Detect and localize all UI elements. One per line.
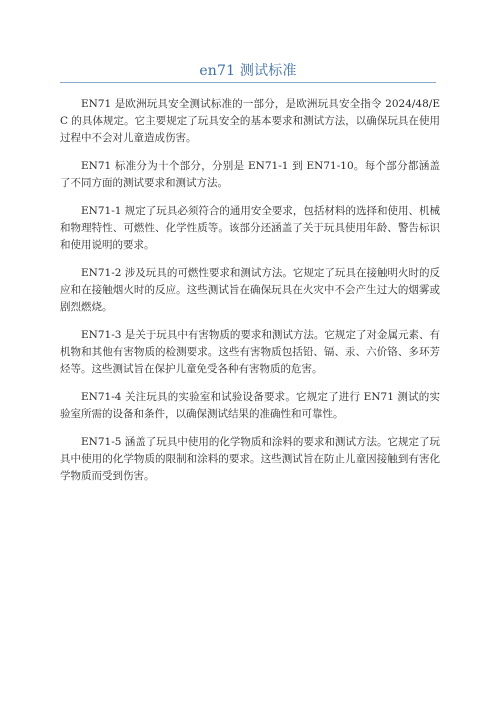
paragraph-intro: EN71 是欧洲玩具安全测试标准的一部分，是欧洲玩具安全指令 2024/48/EC 的具体规定。它主要规定了玩具安全的基本要求和测试方法，以确保玩具在使用过程中不会对儿童造成伤害。 [60, 98, 440, 144]
document-title: en71 测试标准 [199, 63, 297, 79]
paragraph-en71-4: EN71-4 关注玩具的实验室和试验设备要求。它规定了进行 EN71 测试的实验室所需的设备和条件，以确保测试结果的准确性和可靠性。 [60, 391, 440, 420]
paragraph-parts-overview: EN71 标准分为十个部分，分别是 EN71-1 到 EN71-10。每个部分都涵盖了不同方面的测试要求和测试方法。 [60, 160, 440, 189]
paragraph-en71-3: EN71-3 是关于玩具中有害物质的要求和测试方法。它规定了对金属元素、有机物和其他有害物质的检测要求。这些有害物质包括铅、镉、汞、六价铬、多环芳烃等。这些测试旨在保护儿童免受各种有害物质的危害。 [60, 329, 440, 375]
document-body [60, 96, 440, 496]
paragraph-en71-1: EN71-1 规定了玩具必须符合的通用安全要求，包括材料的选择和使用、机械和物理特性、可燃性、化学性质等。该部分还涵盖了关于玩具使用年龄、警告标识和使用说明的要求。 [60, 205, 440, 251]
title-divider [60, 82, 436, 83]
paragraph-en71-2: EN71-2 涉及玩具的可燃性要求和测试方法。它规定了玩具在接触明火时的反应和在接触烟火时的反应。这些测试旨在确保玩具在火灾中不会产生过大的烟雾或剧烈燃烧。 [60, 267, 440, 313]
paragraph-en71-5: EN71-5 涵盖了玩具中使用的化学物质和涂料的要求和测试方法。它规定了玩具中使用的化学物质的限制和涂料的要求。这些测试旨在防止儿童因接触到有害化学物质而受到伤害。 [60, 436, 440, 482]
